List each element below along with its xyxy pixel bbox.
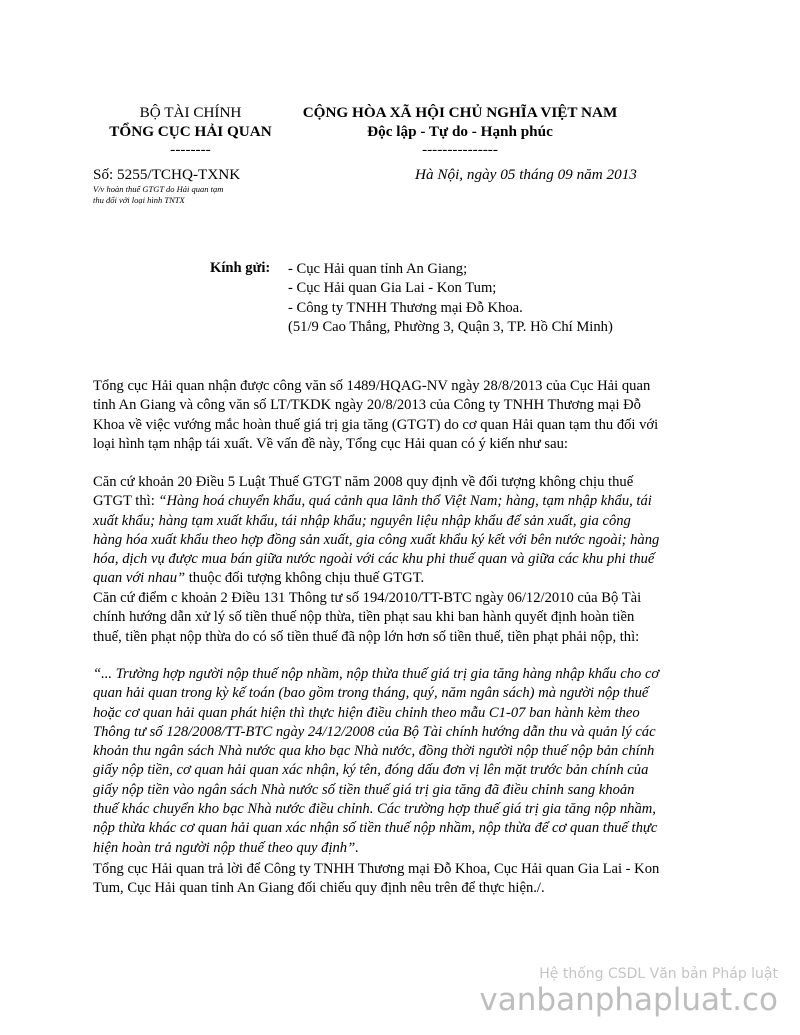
recipients-label: Kính gửi:	[210, 260, 271, 276]
text-line: Khoa về việc vướng mắc hoàn thuế giá trị gia tăng (GTGT) do cơ quan Hải quan tạm thu đối với	[93, 416, 659, 433]
text-line	[93, 492, 709, 511]
watermark-title: Hệ thống CSDL Văn bản Pháp luật	[539, 966, 778, 982]
watermark-site: vanbanphapluat.co	[479, 982, 778, 1018]
recipients-list	[288, 260, 613, 338]
quote-line: hoặc cơ quan hải quan phát hiện thì thực hiện điều chỉnh theo mẫu C1-07 ban hành kèm theo	[93, 704, 640, 721]
recipient-line: - Cục Hải quan Gia Lai - Kon Tum;	[288, 280, 497, 297]
paragraph-5	[93, 860, 709, 899]
quote-line: “... Trường hợp người nộp thuế nộp nhầm, nộp thừa thuế giá trị gia tăng hàng nhập khẩu cho cơ	[93, 666, 660, 682]
law-quote-line: hàng hóa xuất khẩu theo hợp đồng sản xuất, gia công xuất khẩu ký kết với bên nước ngoài; hàng	[93, 531, 660, 548]
recipient-address: (51/9 Cao Thắng, Phường 3, Quận 3, TP. Hồ Chí Minh)	[288, 319, 613, 336]
text-line	[93, 569, 709, 588]
law-quote: “Hàng hoá chuyển khẩu, quá cảnh qua lãnh thổ Việt Nam; hàng, tạm nhập khẩu, tái	[158, 493, 652, 510]
national-motto: Độc lập - Tự do - Hạnh phúc	[367, 123, 553, 140]
law-quote-end: quan với nhau”	[93, 570, 186, 587]
quote-line: nộp thừa khác cơ quan hải quan xác nhận số tiền thuế nộp nhầm, nộp thừa để cơ quan thuế thực	[93, 820, 658, 837]
ministry-name: BỘ TÀI CHÍNH	[139, 104, 242, 121]
quote-line: giấy nộp tiền, cơ quan hải quan xác nhận, ký tên, đóng dấu đơn vị lên mặt trước bản chính của	[93, 762, 649, 779]
paragraph-1	[93, 377, 709, 454]
text-line: Căn cứ điểm c khoản 2 Điều 131 Thông tư số 194/2010/TT-BTC ngày 06/12/2010 của Bộ Tài	[93, 590, 642, 606]
document-subject	[93, 184, 223, 206]
department-name: TỔNG CỤC HẢI QUAN	[109, 123, 272, 140]
quote-line: khoản thu ngân sách Nhà nước qua kho bạc Nhà nước, đồng thời người nộp thuế nộp bản chính	[93, 743, 655, 760]
paragraph-2	[93, 473, 709, 589]
text-normal: thuộc đối tượng không chịu thuế GTGT.	[185, 570, 425, 587]
paragraph-4-quote	[93, 665, 709, 858]
subject-line-1: V/v hoàn thuế GTGT do Hải quan tạm	[93, 184, 224, 194]
quote-line: thuế khác chuyển kho bạc Nhà nước điều chỉnh. Các trường hợp thuế giá trị gia tăng nộp nhầm,	[93, 801, 656, 818]
nation-title: CỘNG HÒA XÃ HỘI CHỦ NGHĨA VIỆT NAM	[302, 104, 618, 121]
text-line: chính hướng dẫn xử lý số tiền thuế nộp thừa, tiền phạt sau khi ban hành quyết định hoàn tiền	[93, 609, 635, 626]
text-line: Tổng cục Hải quan nhận được công văn số 1489/HQAG-NV ngày 28/8/2013 của Cục Hải quan	[93, 378, 651, 394]
document-number: Số: 5255/TCHQ-TXNK	[93, 166, 241, 183]
law-quote-line: xuất khẩu; hàng tạm xuất khẩu, tái nhập khẩu; nguyên liệu nhập khẩu để sản xuất, gia công	[93, 512, 631, 529]
quote-line: Thông tư số 128/2008/TT-BTC ngày 24/12/2008 của Bộ Tài chính hướng dẫn thu và quản lý các	[93, 723, 656, 740]
text-normal: GTGT thì:	[93, 493, 159, 510]
quote-line: hiện hoàn trả người nộp thuế theo quy định”.	[93, 839, 359, 856]
text-line: tỉnh An Giang và công văn số LT/TKDK ngày 20/8/2013 của Công ty TNHH Thương mại Đỗ	[93, 397, 641, 414]
text-line: Tổng cục Hải quan trả lời để Công ty TNHH Thương mại Đỗ Khoa, Cục Hải quan Gia Lai - Kon	[93, 861, 660, 877]
quote-line: quan hải quan trong kỳ kế toán (bao gồm trong tháng, quý, năm ngân sách) mà người nộp thuế	[93, 685, 649, 702]
quote-line: giấy nộp tiền vào ngân sách Nhà nước số tiền thuế giá trị gia tăng đã điều chỉnh sang khoản	[93, 781, 635, 798]
paragraph-3	[93, 589, 709, 647]
left-divider: --------	[170, 141, 211, 158]
text-line: loại hình tạm nhập tái xuất. Về vấn đề này, Tổng cục Hải quan có ý kiến như sau:	[93, 435, 568, 452]
text-line: Căn cứ khoản 20 Điều 5 Luật Thuế GTGT năm 2008 quy định về đối tượng không chịu thuế	[93, 474, 634, 490]
recipient-line: - Cục Hải quan tỉnh An Giang;	[288, 261, 468, 277]
law-quote-line: hóa, dịch vụ được mua bán giữa nước ngoài với các khu phi thuế quan và giữa các khu phi thuế	[93, 551, 655, 568]
recipient-line: - Công ty TNHH Thương mại Đỗ Khoa.	[288, 299, 523, 316]
date-place: Hà Nội, ngày 05 tháng 09 năm 2013	[415, 166, 637, 183]
subject-line-2: thu đổi với loại hình TNTX	[93, 195, 185, 205]
right-divider: ---------------	[422, 141, 498, 158]
text-line: thuế, tiền phạt nộp thừa do có số tiền thuế đã nộp lớn hơn số tiền thuế, tiền phạt phải nộp, thì:	[93, 628, 640, 645]
text-line: Tum, Cục Hải quan tỉnh An Giang đối chiếu quy định nêu trên để thực hiện./.	[93, 880, 545, 897]
